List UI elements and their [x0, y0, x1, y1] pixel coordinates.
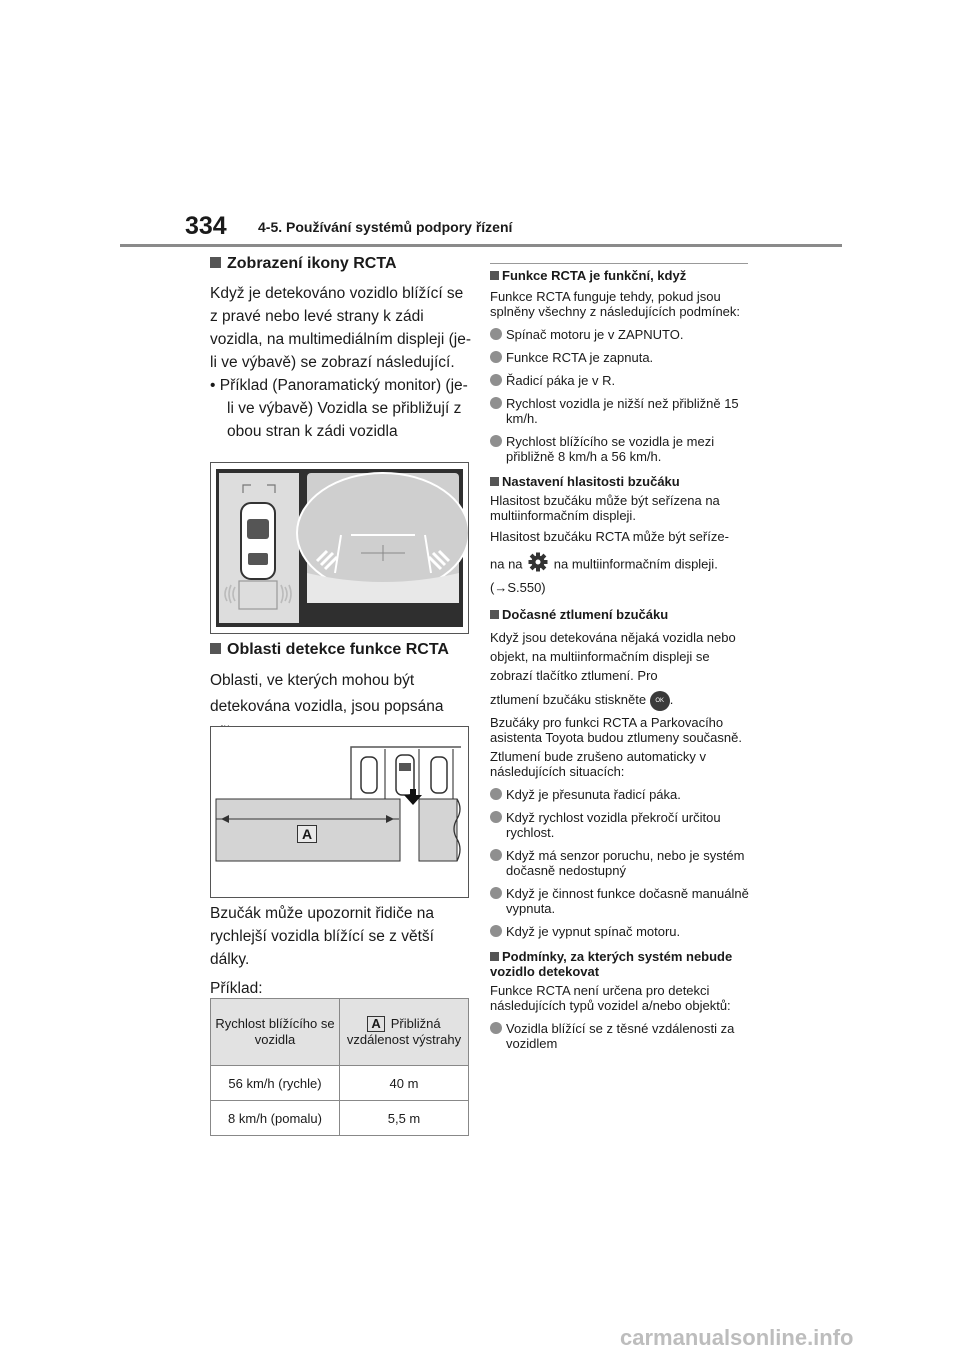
- table-header-speed: Rychlost blížícího se vozidla: [211, 999, 340, 1066]
- square-bullet-icon: [210, 257, 221, 268]
- warning-distance-table: [210, 998, 469, 1136]
- table-cell: 5,5 m: [340, 1101, 469, 1136]
- circle-bullet-icon: [490, 328, 502, 340]
- paragraph: Bzučáky pro funkci RCTA a Parkovacího asistenta Toyota budou ztlumeny současně.: [490, 715, 742, 745]
- left-column-3: [210, 902, 472, 1000]
- paragraph: Když jsou detekována nějaká vozidla nebo objekt, na multiinformačním displeji se zobrazí tlačítko ztlumení. Pro: [490, 630, 736, 683]
- paragraph: ztlumení bzučáku stiskněte OK .: [490, 689, 752, 711]
- watermark: carmanualsonline.info: [620, 1325, 854, 1350]
- paragraph: Když je detekováno vozidlo blížící se z pravé nebo levé strany k zádi vozidla, na multimediálním displeji (je-li ve výbavě) se zobrazí následující.: [210, 285, 472, 371]
- list-item: Když má senzor poruchu, nebo je systém dočasně nedostupný: [490, 848, 752, 878]
- list-item: Když je vypnut spínač motoru.: [490, 924, 752, 939]
- circle-bullet-icon: [490, 811, 502, 823]
- heading-buzzer-volume: Nastavení hlasitosti bzučáku: [490, 474, 752, 489]
- detection-area-illustration: [211, 727, 468, 897]
- paragraph: Funkce RCTA funguje tehdy, pokud jsou splněny všechny z následujících podmínek:: [490, 289, 741, 319]
- header-rule: [120, 244, 842, 247]
- table-cell: 8 km/h (pomalu): [211, 1101, 340, 1136]
- paragraph: Hlasitost bzučáku může být seřízena na multiinformačním displeji.: [490, 493, 720, 523]
- heading-rcta-functional: Funkce RCTA je funkční, když: [490, 268, 752, 283]
- panoramic-monitor-figure: [210, 462, 469, 634]
- area-label-a: A: [297, 825, 317, 843]
- square-bullet-icon: [490, 271, 499, 280]
- paragraph: Hlasitost bzučáku RCTA může být seříze-: [490, 529, 729, 544]
- panoramic-monitor-illustration: [211, 463, 468, 633]
- bullet-item: • Příklad (Panoramatický monitor) (je-li ve výbavě) Vozidla se přibližují z obou stran k zádi vozidla: [210, 377, 468, 440]
- table-cell: 56 km/h (rychle): [211, 1066, 340, 1101]
- paragraph: Ztlumení bude zrušeno automaticky v následujících situacích:: [490, 749, 707, 779]
- right-column: [490, 268, 752, 1051]
- paragraph: na na na multiinformačním displeji.: [490, 552, 752, 578]
- paragraph: Funkce RCTA není určena pro detekci následujících typů vozidel a/nebo objektů:: [490, 983, 731, 1013]
- square-bullet-icon: [210, 643, 221, 654]
- paragraph-example: Příklad:: [210, 980, 263, 997]
- ok-button-icon: OK: [650, 691, 670, 711]
- heading-temporary-mute: Dočasné ztlumení bzučáku: [490, 607, 752, 622]
- heading-rcta-icon: Zobrazení ikony RCTA: [210, 254, 472, 274]
- list-item: Když je činnost funkce dočasně manuálně vypnuta.: [490, 886, 752, 916]
- list-item: Spínač motoru je v ZAPNUTO.: [490, 327, 752, 342]
- paragraph: Bzučák může upozornit řidiče na rychlejší vozidla blížící se z větší dálky.: [210, 905, 435, 968]
- table-header-distance: A Přibližná vzdálenost výstrahy: [340, 999, 469, 1066]
- paragraph: Oblasti, ve kterých mohou být detekována vozidla, jsou popsána: [210, 672, 444, 715]
- heading-not-detected: Podmínky, za kterých systém nebude vozidlo detekovat: [490, 949, 733, 979]
- table-cell: 40 m: [340, 1066, 469, 1101]
- table-row: [211, 1101, 469, 1136]
- gear-icon: [528, 552, 548, 578]
- table-row: [211, 1066, 469, 1101]
- heading-detection-areas: Oblasti detekce funkce RCTA: [210, 640, 472, 660]
- circle-bullet-icon: [490, 351, 502, 363]
- area-label-a: A: [367, 1016, 384, 1032]
- detection-area-figure: [210, 726, 469, 898]
- square-bullet-icon: [490, 610, 499, 619]
- list-item: Když rychlost vozidla překročí určitou rychlost.: [490, 810, 752, 840]
- circle-bullet-icon: [490, 374, 502, 386]
- left-column: [210, 254, 472, 443]
- list-item: Řadicí páka je v R.: [490, 373, 752, 388]
- list-item: Rychlost vozidla je nižší než přibližně 15 km/h.: [490, 396, 752, 426]
- page-reference[interactable]: (→S.550): [490, 580, 546, 595]
- list-item: Funkce RCTA je zapnuta.: [490, 350, 752, 365]
- square-bullet-icon: [490, 952, 499, 961]
- list-item: Rychlost blížícího se vozidla je mezi přibližně 8 km/h a 56 km/h.: [490, 434, 752, 464]
- list-item: Když je přesunuta řadicí páka.: [490, 787, 752, 802]
- circle-bullet-icon: [490, 849, 502, 861]
- right-column-rule: [490, 263, 748, 264]
- circle-bullet-icon: [490, 1022, 502, 1034]
- page-number: 334: [185, 212, 227, 240]
- circle-bullet-icon: [490, 925, 502, 937]
- section-title: 4-5. Používání systémů podpory řízení: [258, 219, 513, 235]
- circle-bullet-icon: [490, 397, 502, 409]
- square-bullet-icon: [490, 477, 499, 486]
- circle-bullet-icon: [490, 887, 502, 899]
- list-item: Vozidla blížící se z těsné vzdálenosti za vozidlem: [490, 1021, 752, 1051]
- circle-bullet-icon: [490, 788, 502, 800]
- circle-bullet-icon: [490, 435, 502, 447]
